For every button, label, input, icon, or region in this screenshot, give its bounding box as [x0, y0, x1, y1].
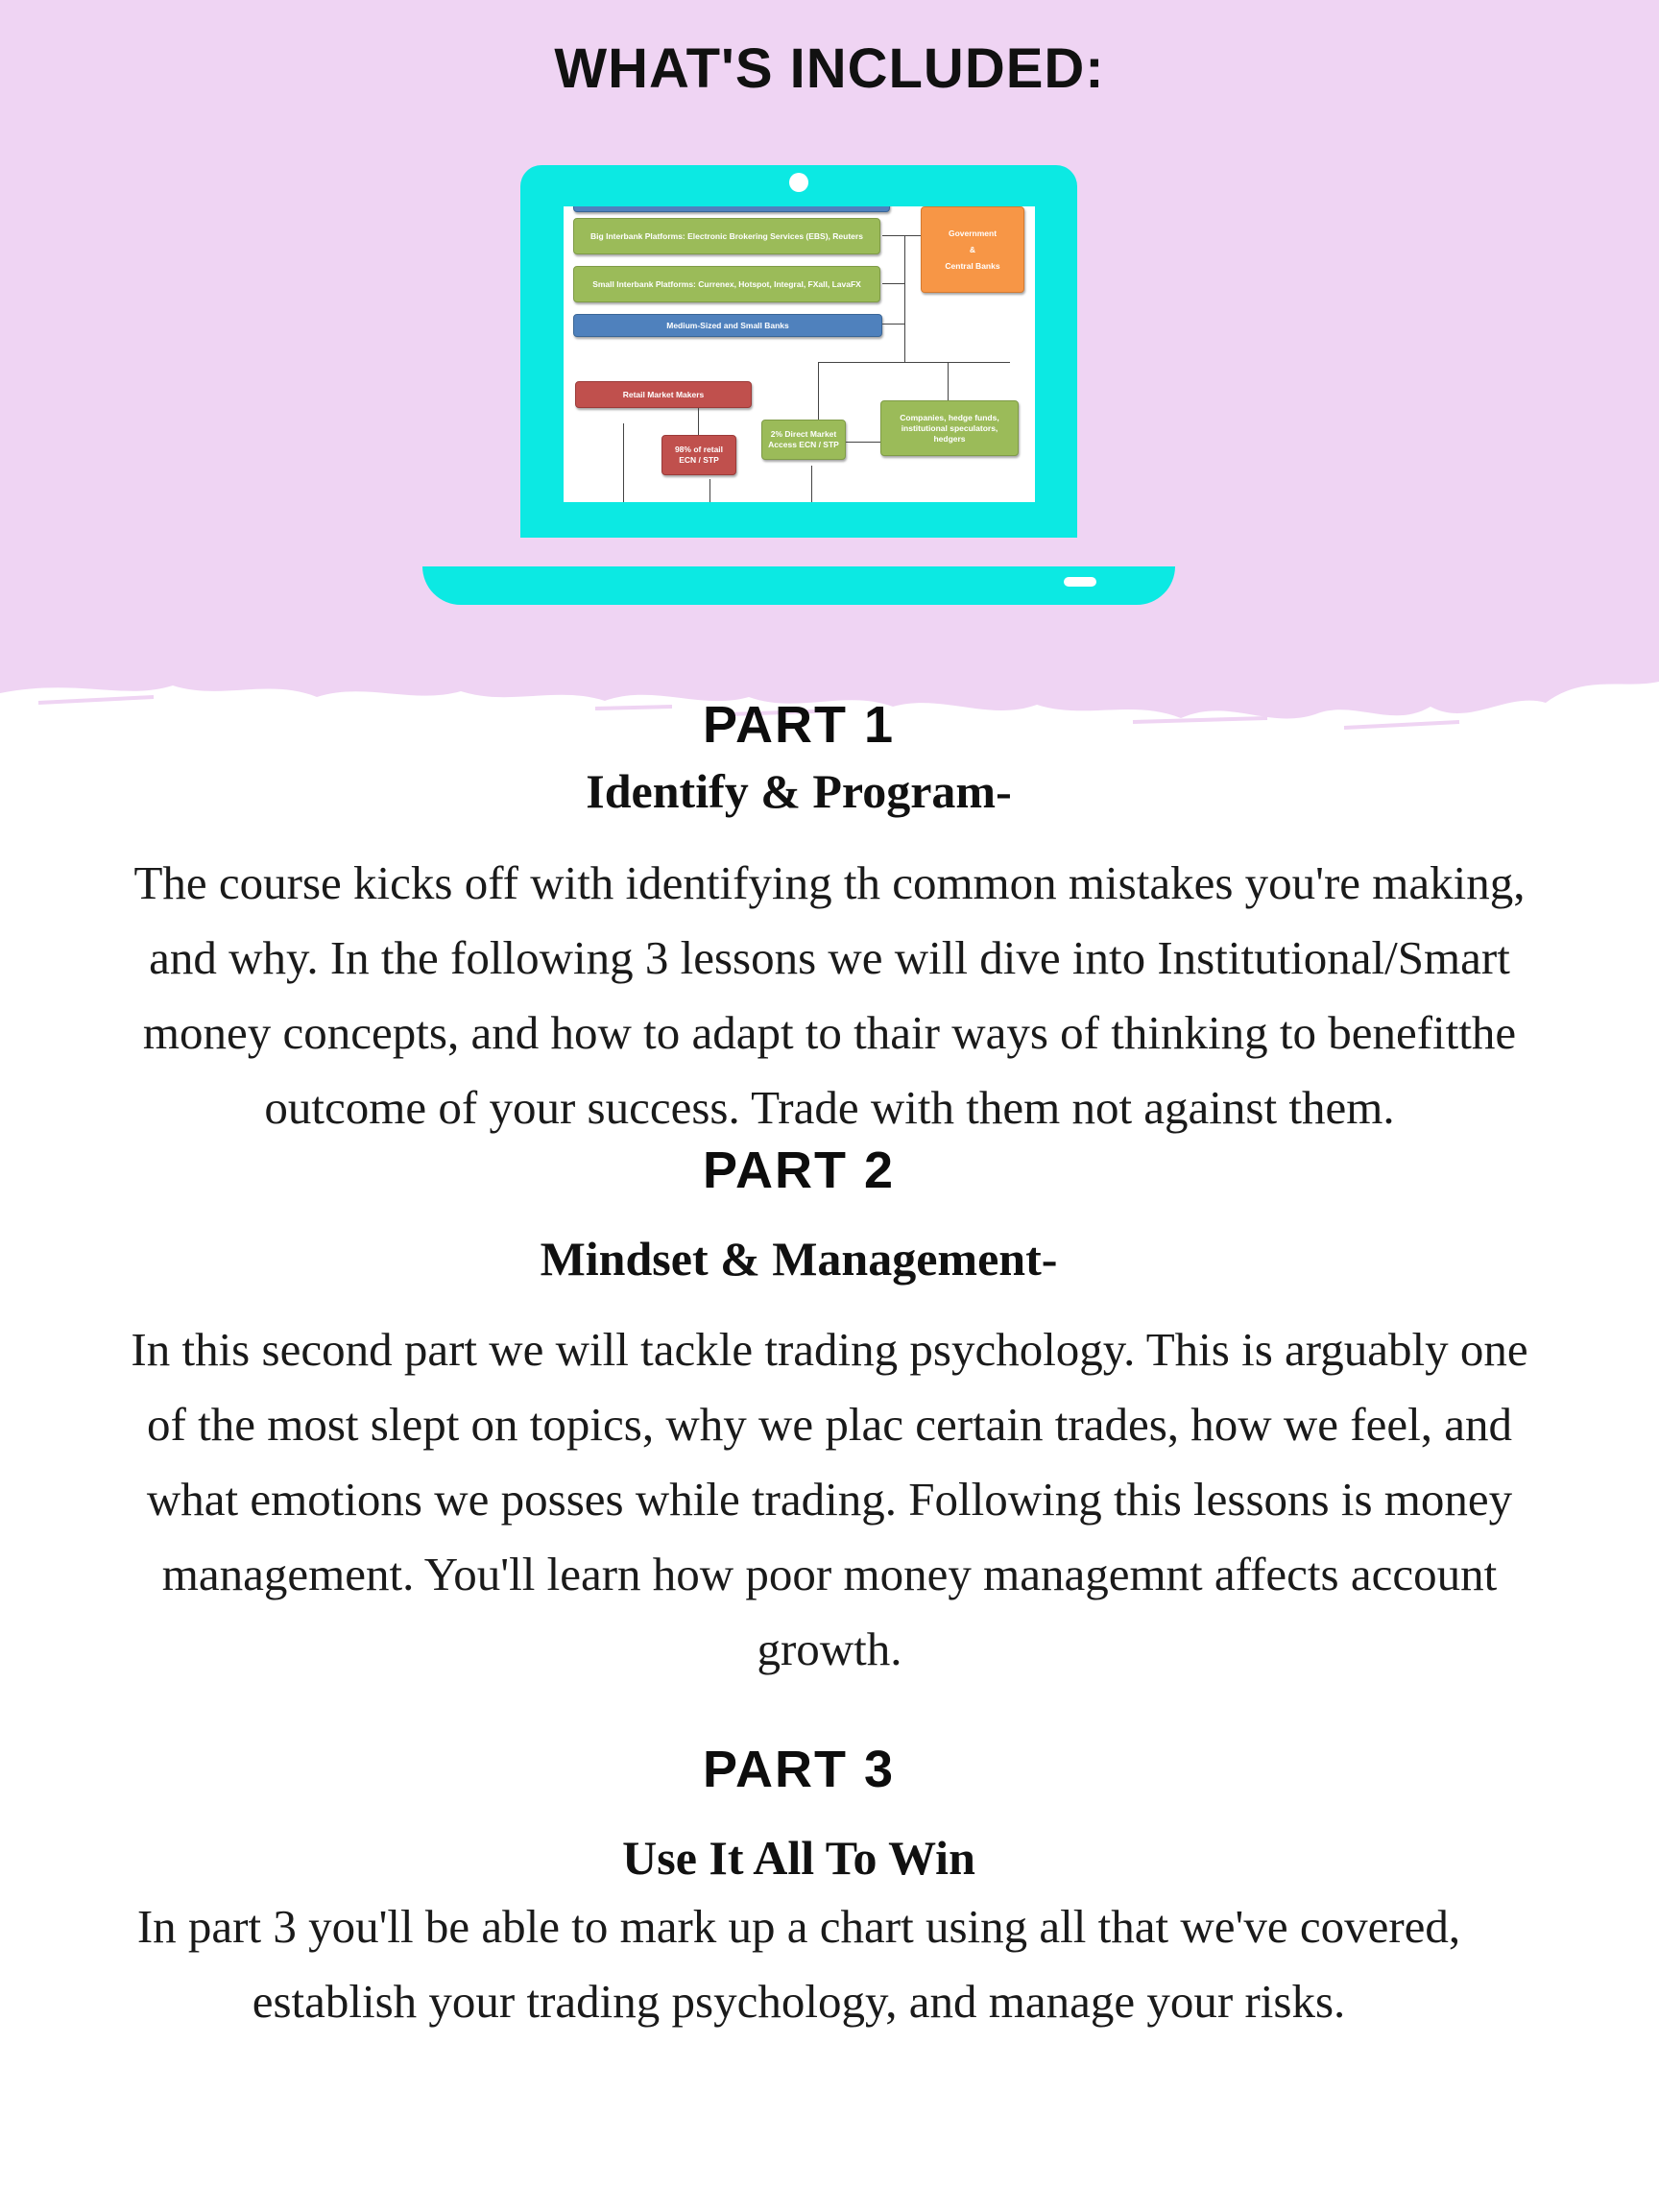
part-3-description — [0, 1889, 1598, 2039]
part-1-description — [0, 846, 1659, 1145]
part-1-line-1: The course kicks off with identifying th common mistakes you're making, — [133, 856, 1526, 909]
part-1-subheading: Identify & Program- — [586, 764, 1012, 818]
part-2-line-3: what emotions we posses while trading. Following this lessons is money — [146, 1473, 1513, 1526]
part-3-line-1: In part 3 you'll be able to mark up a chart using all that we've covered, — [136, 1900, 1461, 1953]
part-2-line-2: of the most slept on topics, why we plac certain trades, how we feel, and — [147, 1398, 1512, 1451]
part-3-subheading: Use It All To Win — [622, 1831, 975, 1885]
part-1-line-4: outcome of your success. Trade with them not against them. — [264, 1081, 1395, 1134]
diagram-small-interbank: Small Interbank Platforms: Currenex, Hotspot, Integral, FXall, LavaFX — [573, 266, 880, 302]
diagram-medium-banks: Medium-Sized and Small Banks — [573, 314, 882, 337]
diagram-government — [921, 206, 1024, 293]
diagram-retail-market-makers: Retail Market Makers — [575, 381, 752, 408]
diagram-government-line3: Central Banks — [945, 260, 1000, 271]
diagram-retail-ecn: 98% of retail ECN / STP — [661, 435, 736, 475]
page-title: WHAT'S INCLUDED: — [554, 37, 1105, 100]
diagram-companies: Companies, hedge funds, institutional speculators, hedgers — [880, 400, 1019, 456]
camera-icon — [789, 173, 808, 192]
diagram-government-line1: Government — [948, 228, 998, 238]
part-2-description — [0, 1312, 1659, 1687]
part-2-line-5: growth. — [757, 1623, 902, 1675]
part-1-heading: PART 1 — [702, 696, 896, 754]
laptop-base-notch — [1064, 577, 1096, 587]
diagram-government-line2: & — [969, 244, 976, 254]
market-structure-diagram — [564, 206, 1035, 502]
part-2-subheading: Mindset & Management- — [540, 1232, 1058, 1286]
diagram-big-interbank: Big Interbank Platforms: Electronic Brokering Services (EBS), Reuters — [573, 218, 880, 254]
part-3-line-2: establish your trading psychology, and manage your risks. — [252, 1975, 1346, 2028]
part-2-heading: PART 2 — [702, 1142, 896, 1199]
part-2-line-1: In this second part we will tackle trading psychology. This is arguably one — [131, 1323, 1528, 1376]
laptop-base — [422, 566, 1175, 605]
part-1-line-2: and why. In the following 3 lessons we will dive into Institutional/Smart — [149, 931, 1510, 984]
part-1-line-3: money concepts, and how to adapt to thair ways of thinking to benefitthe — [142, 1006, 1517, 1059]
part-3-heading: PART 3 — [702, 1741, 896, 1798]
part-2-line-4: management. You'll learn how poor money managemnt affects account — [161, 1548, 1498, 1600]
diagram-direct-market: 2% Direct Market Access ECN / STP — [761, 420, 846, 460]
diagram-top-bar — [573, 206, 890, 212]
